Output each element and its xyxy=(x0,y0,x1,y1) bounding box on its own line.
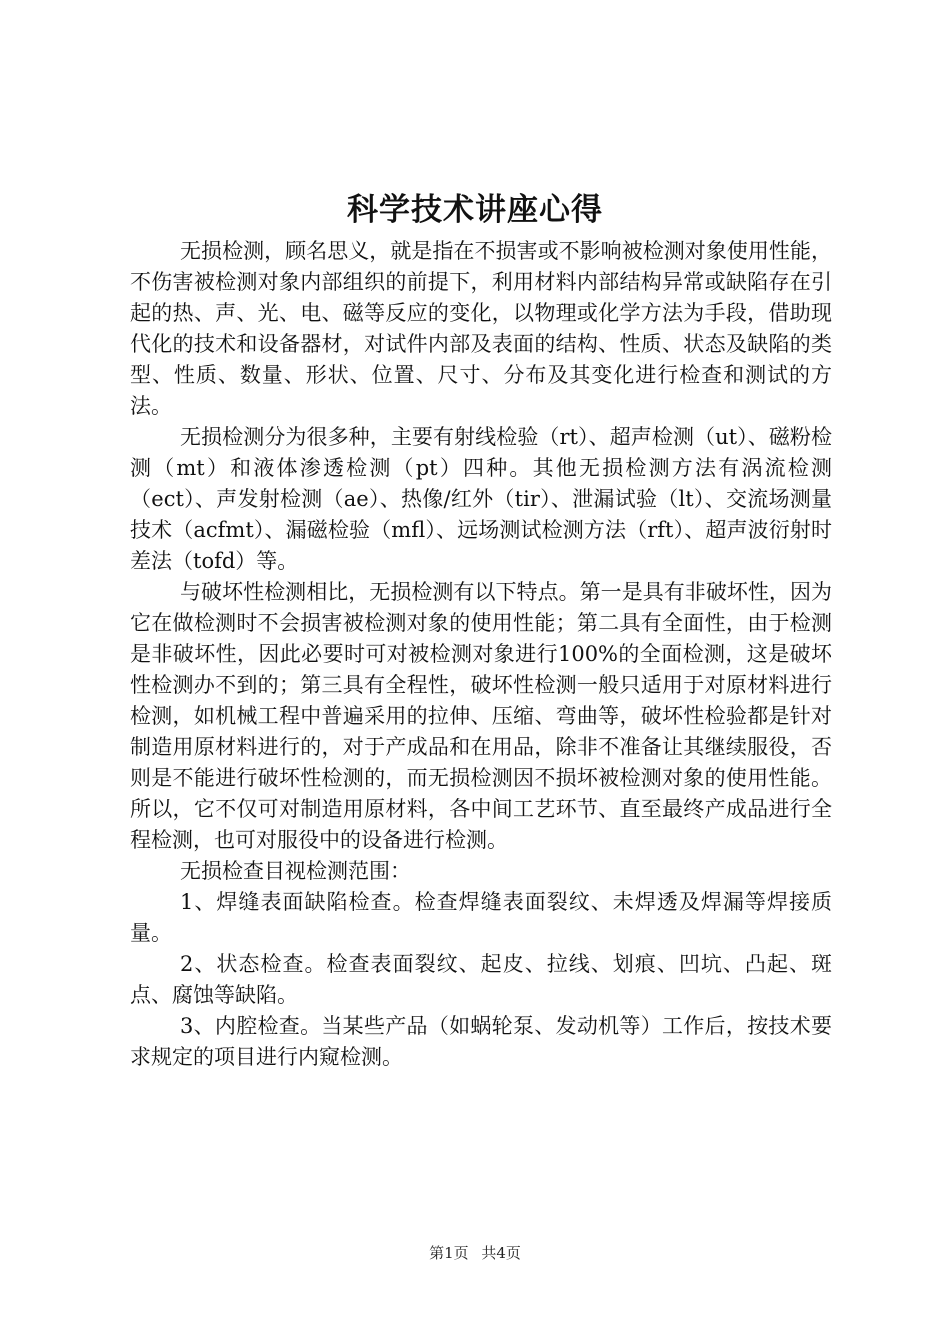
page-total: 共4页 xyxy=(481,1244,521,1262)
document-body xyxy=(130,236,832,1073)
paragraph-2: 无损检测分为很多种，主要有射线检验（rt）、超声检测（ut）、磁粉检测（mt）和液体渗透检测（pt）四种。其他无损检测方法有涡流检测（ect）、声发射检测（ae）、热像/红外（tir）、泄漏试验（lt）、交流场测量技术（acfmt）、漏磁检验（mfl）、远场测试检测方法（rft）、超声波衍射时差法（tofd）等。 xyxy=(130,425,832,573)
page-number: 第1页 xyxy=(429,1244,469,1262)
paragraph-4: 无损检查目视检测范围： xyxy=(180,859,411,883)
page-footer xyxy=(0,1242,950,1263)
list-item-1: 1、焊缝表面缺陷检查。检查焊缝表面裂纹、未焊透及焊漏等焊接质量。 xyxy=(130,890,832,945)
paragraph-3: 与破坏性检测相比，无损检测有以下特点。第一是具有非破坏性，因为它在做检测时不会损害被检测对象的使用性能；第二具有全面性，由于检测是非破坏性，因此必要时可对被检测对象进行100%的全面检测，这是破坏性检测办不到的；第三具有全程性，破坏性检测一般只适用于对原材料进行检测，如机械工程中普遍采用的拉伸、压缩、弯曲等，破坏性检验都是针对制造用原材料进行的，对于产成品和在用品，除非不准备让其继续服役，否则是不能进行破坏性检测的，而无损检测因不损坏被检测对象的使用性能。所以，它不仅可对制造用原材料，各中间工艺环节、直至最终产成品进行全程检测，也可对服役中的设备进行检测。 xyxy=(130,580,832,852)
paragraph-1: 无损检测，顾名思义，就是指在不损害或不影响被检测对象使用性能，不伤害被检测对象内部组织的前提下，利用材料内部结构异常或缺陷存在引起的热、声、光、电、磁等反应的变化，以物理或化学方法为手段，借助现代化的技术和设备器材，对试件内部及表面的结构、性质、状态及缺陷的类型、性质、数量、形状、位置、尺寸、分布及其变化进行检查和测试的方法。 xyxy=(130,239,832,418)
document-title: 科学技术讲座心得 xyxy=(347,192,603,228)
list-item-2: 2、状态检查。检查表面裂纹、起皮、拉线、划痕、凹坑、凸起、斑点、腐蚀等缺陷。 xyxy=(130,952,832,1007)
list-item-3: 3、内腔检查。当某些产品（如蜗轮泵、发动机等）工作后，按技术要求规定的项目进行内窥检测。 xyxy=(130,1014,832,1069)
